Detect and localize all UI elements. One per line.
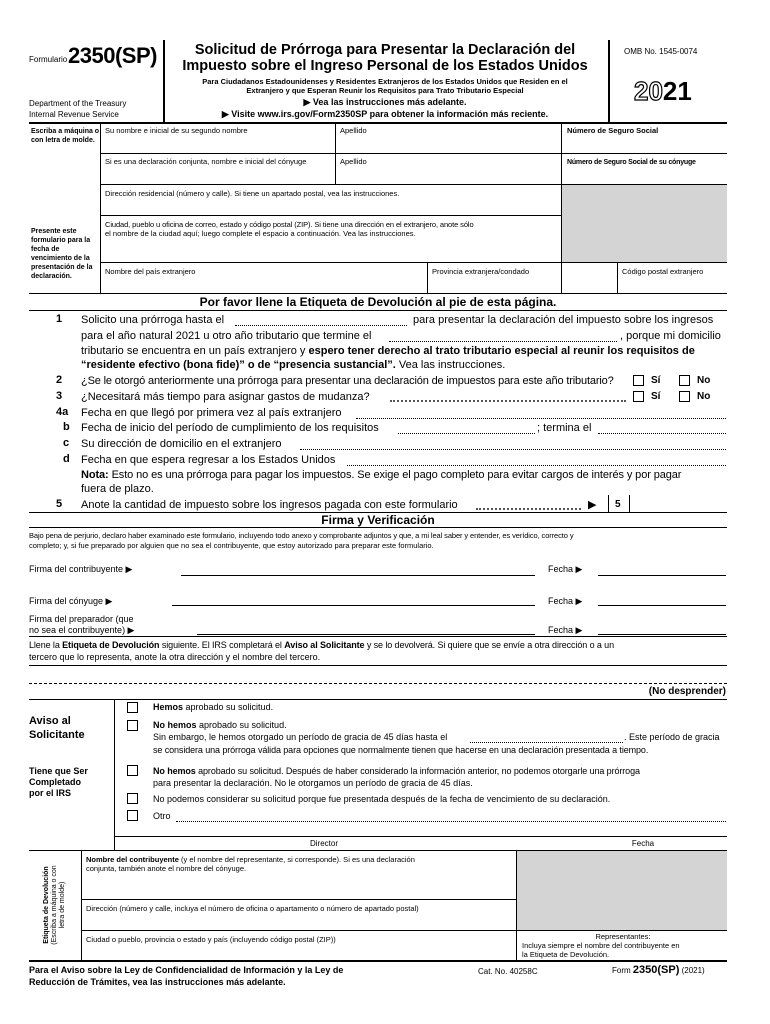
form-number: 2350(SP) — [68, 43, 157, 68]
foreign-country-label: Nombre del país extranjero — [105, 267, 196, 276]
line-1-text-e: tributario se encuentra en un país extranjero y espero tener derecho al trato tributario especial al reunir los requisitos de — [81, 345, 695, 357]
line-5-arrow: ▶ — [588, 499, 597, 511]
note-text-2: fuera de plazo. — [81, 483, 154, 495]
form-title-line2: Impuesto sobre el Ingreso Personal de los Estados Unidos — [182, 58, 588, 74]
line-3-no-checkbox[interactable] — [679, 391, 690, 402]
taxpayer-date-label: Fecha ▶ — [548, 564, 583, 574]
type-or-print-note: Escriba a máquina o con letra de molde. — [31, 128, 100, 144]
line-3-text: ¿Necesitará más tiempo para asignar gastos de mudanza? — [81, 391, 370, 403]
form-subtitle-2: Extranjero y que Esperan Reunir los Requisitos para Trato Tributario Especial — [246, 86, 524, 95]
line-3-no-label: No — [697, 391, 711, 402]
grace-period-text-2: . Este período de gracia — [624, 732, 720, 742]
ssn-field-label: Número de Seguro Social — [567, 126, 659, 135]
grace-period-text-3: se considera una prórroga válida para opciones que normalmente tienen que hacerse en una declaración presentada a tiempo. — [153, 745, 649, 755]
line-5-number: 5 — [56, 498, 63, 510]
line-4b-end-text: ; termina el — [537, 422, 592, 434]
foreign-home-address-input[interactable] — [300, 449, 726, 450]
line-1-text-f: “residente efectivo (bona fide)” o de “presencia sustancial”. Vea las instrucciones. — [81, 359, 506, 371]
department-label: Department of the Treasury — [29, 99, 127, 108]
line-5-text: Anote la cantidad de impuesto sobre los ingresos pagada con este formulario — [81, 499, 458, 511]
line-2-yes-label: Sí — [651, 375, 661, 386]
irs-complete-1: Tiene que Ser — [29, 766, 88, 776]
return-address-input[interactable] — [83, 913, 515, 929]
return-date-input[interactable] — [347, 465, 726, 466]
line-4d-text: Fecha en que espera regresar a los Estados Unidos — [81, 454, 336, 466]
name-input[interactable] — [102, 134, 560, 153]
line-2-no-checkbox[interactable] — [679, 375, 690, 386]
preparer-date-input[interactable] — [598, 634, 726, 635]
ssn-input[interactable] — [562, 134, 726, 153]
line-4a-number: 4a — [56, 406, 69, 418]
return-label-side — [29, 850, 81, 960]
form-subtitle-1: Para Ciudadanos Estadounidenses y Residentes Extranjeros de los Estados Unidos que Residen en el — [202, 77, 568, 86]
line-1-text-d: , porque mi domicilio — [620, 330, 721, 342]
return-label-instruction: Por favor llene la Etiqueta de Devolución al pie de esta página. — [199, 295, 557, 309]
line-3-yes-label: Sí — [651, 391, 661, 402]
return-label-side-title: Etiqueta de Devolución — [43, 866, 50, 944]
line-1-text-b: para presentar la declaración del impuesto sobre los ingresos — [413, 314, 714, 326]
shaded-area — [562, 185, 727, 262]
qualifying-start-input[interactable] — [398, 433, 535, 434]
line-4a-text: Fecha en que llegó por primera vez al país extranjero — [81, 407, 342, 419]
line-4d-number: d — [63, 453, 70, 465]
spouse-name-field-label: Si es una declaración conjunta, nombre e inicial del cónyuge — [105, 157, 307, 166]
foreign-province-label: Provincia extranjera/condado — [432, 267, 530, 276]
not-approved-text-2: para presentar la declaración. No le otorgamos un período de gracia de 45 días. — [153, 778, 473, 788]
foreign-postal-label: Código postal extranjero — [622, 267, 704, 276]
spouse-ssn-field-label: Número de Seguro Social de su cónyuge — [567, 159, 696, 166]
catalog-number: Cat. No. 40258C — [478, 967, 538, 976]
last-name-field-label: Apellido — [340, 126, 367, 135]
arrival-date-input[interactable] — [356, 418, 726, 419]
notice-title-2: Solicitante — [29, 729, 85, 741]
preparer-signature-label-1: Firma del preparador (que — [29, 614, 134, 624]
spouse-ssn-input[interactable] — [562, 166, 726, 183]
taxpayer-date-input[interactable] — [598, 575, 726, 576]
line-1-text-c: para el año natural 2021 u otro año tributario que termine el — [81, 330, 372, 342]
footer-form-id: Form 2350(SP) (2021) — [612, 964, 705, 976]
line-3-yes-checkbox[interactable] — [633, 391, 644, 402]
line-2-yes-checkbox[interactable] — [633, 375, 644, 386]
foreign-province-input[interactable] — [428, 276, 616, 292]
address-field-label: Dirección residencial (número y calle). Si tiene un apartado postal, vea las instrucciones. — [105, 189, 400, 198]
spouse-date-input[interactable] — [598, 605, 726, 606]
taxpayer-signature-input[interactable] — [181, 575, 535, 576]
return-city-label: Ciudad o pueblo, provincia o estado y país (incluyendo código postal (ZIP)) — [86, 935, 336, 944]
city-field-label-1: Ciudad, pueblo u oficina de correo, estado y código postal (ZIP). Si tiene una dirección en el extranjero, anote sólo — [105, 220, 474, 229]
line-4b-number: b — [63, 421, 70, 433]
late-filing-text: No podemos considerar su solicitud porque fue presentada después de la fecha de vencimiento de su declaración. — [153, 794, 611, 804]
omb-number: OMB No. 1545-0074 — [624, 47, 698, 56]
representatives-note-1: Incluya siempre el nombre del contribuyente en — [522, 941, 680, 950]
privacy-act-note-1: Para el Aviso sobre la Ley de Confidencialidad de Información y la Ley de — [29, 965, 344, 975]
return-name-label-2: conjunta, también anote el nombre del cónyuge. — [86, 864, 247, 873]
spouse-signature-input[interactable] — [172, 605, 535, 606]
privacy-act-note-2: Reducción de Trámites, vea las instrucciones más adelante. — [29, 977, 286, 987]
line-2-number: 2 — [56, 374, 63, 386]
line-1-number: 1 — [56, 313, 63, 325]
signature-title: Firma y Verificación — [321, 513, 435, 527]
spouse-last-name-field-label: Apellido — [340, 157, 367, 166]
not-approved-checkbox[interactable] — [127, 765, 138, 776]
return-name-label: Nombre del contribuyente (y el nombre del representante, si corresponde). Si es una declaración — [86, 855, 415, 864]
tear-line — [29, 683, 727, 684]
foreign-country-input[interactable] — [102, 276, 426, 292]
form-title-line1: Solicitud de Prórroga para Presentar la Declaración del — [194, 42, 576, 58]
file-by-due-date-note: Presente este formulario para la fecha de vencimiento de la presentación de la declaración. — [31, 228, 93, 280]
irs-label: Internal Revenue Service — [29, 110, 119, 119]
tax-year-end-input[interactable] — [389, 341, 617, 342]
return-name-input[interactable] — [83, 874, 515, 898]
qualifying-end-input[interactable] — [598, 433, 726, 434]
taxpayer-signature-label: Firma del contribuyente ▶ — [29, 564, 133, 574]
approved-text: Hemos aprobado su solicitud. — [153, 702, 274, 712]
name-field-label: Su nombre e inicial de su segundo nombre — [105, 126, 248, 135]
line-5-box-label: 5 — [615, 499, 621, 510]
tax-year: 2021 — [634, 76, 692, 106]
spouse-signature-label: Firma del cónyuge ▶ — [29, 596, 113, 606]
line-4c-number: c — [63, 437, 70, 449]
other-checkbox[interactable] — [127, 810, 138, 821]
approved-checkbox[interactable] — [127, 702, 138, 713]
not-approved-grace-text: No hemos aprobado su solicitud. — [153, 720, 287, 730]
return-city-input[interactable] — [83, 944, 515, 959]
representatives-note-2: la Etiqueta de Devolución. — [522, 950, 610, 959]
irs-complete-3: por el IRS — [29, 788, 72, 798]
line-1-text-a: Solicito una prórroga hasta el — [81, 314, 225, 326]
perjury-statement-1: Bajo pena de perjurio, declaro haber examinado este formulario, incluyendo todo anexo y comprobante adjuntos y que, a mi leal saber y entender, es verídico, correcto y — [29, 531, 574, 540]
preparer-signature-input[interactable] — [197, 634, 535, 635]
line-3-number: 3 — [56, 390, 63, 402]
return-label-side-note-1: (Escriba a máquina o con — [51, 865, 58, 945]
line-5-amount-input[interactable] — [630, 495, 727, 512]
grace-period-date-input[interactable] — [470, 742, 623, 743]
preparer-signature-label-2: no sea el contribuyente) ▶ — [29, 625, 135, 635]
return-label-side-note-2: letra de molde) — [59, 881, 66, 929]
grace-period-text: Sin embargo, le hemos otorgado un período de gracia de 45 días hasta el — [153, 732, 448, 742]
foreign-postal-input[interactable] — [618, 276, 726, 292]
note-text: Nota: Esto no es una prórroga para pagar los impuestos. Se exige el pago completo para evitar cargos de interés y por pagar — [81, 469, 682, 481]
line-4b-text: Fecha de inicio del período de cumplimiento de los requisitos — [81, 422, 379, 434]
spouse-date-label: Fecha ▶ — [548, 596, 583, 606]
visit-irs-link[interactable]: ▶ Visite www.irs.gov/Form2350SP para obtener la información más reciente. — [221, 109, 549, 119]
extension-date-input[interactable] — [235, 325, 407, 326]
perjury-statement-2: completo; y, si fue preparado por alguien que no sea el contribuyente, que estoy autorizado para preparar este formulario. — [29, 541, 434, 550]
not-approved-grace-checkbox[interactable] — [127, 720, 138, 731]
notice-title-1: Aviso al — [29, 715, 71, 727]
return-label-note-2: tercero que lo representa, anote la otra dirección y el nombre del tercero. — [29, 652, 321, 662]
return-address-label: Dirección (número y calle, incluya el número de oficina o apartamento o número de apartado postal) — [86, 904, 419, 913]
line-2-no-label: No — [697, 375, 711, 386]
other-input[interactable] — [176, 821, 726, 822]
city-input[interactable] — [102, 240, 560, 261]
late-filing-checkbox[interactable] — [127, 793, 138, 804]
formulario-label: Formulario — [29, 55, 68, 64]
city-field-label-2: el nombre de la ciudad aquí; luego complete el espacio a continuación. Vea las instrucciones. — [105, 229, 416, 238]
return-label-shaded — [517, 851, 727, 930]
see-instructions: ▶ Vea las instrucciones más adelante. — [303, 97, 467, 107]
line-2-text: ¿Se le otorgó anteriormente una prórroga para presentar una declaración de impuestos para este año tributario? — [81, 375, 614, 387]
irs-complete-2: Completado — [29, 777, 82, 787]
do-not-detach-label: (No desprender) — [648, 686, 726, 697]
spouse-name-input[interactable] — [102, 166, 560, 183]
preparer-date-label: Fecha ▶ — [548, 625, 583, 635]
address-input[interactable] — [102, 198, 560, 214]
line-4c-text: Su dirección de domicilio en el extranjero — [81, 438, 282, 450]
other-label: Otro — [153, 811, 171, 821]
return-label-note-1: Llene la Etiqueta de Devolución siguiente. El IRS completará el Aviso al Solicitante y se lo devolverá. Si quiere que se envíe a otra dirección o a un — [29, 640, 614, 650]
representatives-title: Representantes: — [595, 932, 651, 941]
director-label: Director — [309, 839, 338, 848]
not-approved-text: No hemos aprobado su solicitud. Después de haber considerado la información anterior, no podemos otorgarle una prórroga — [153, 766, 640, 776]
director-date-label: Fecha — [631, 839, 655, 848]
